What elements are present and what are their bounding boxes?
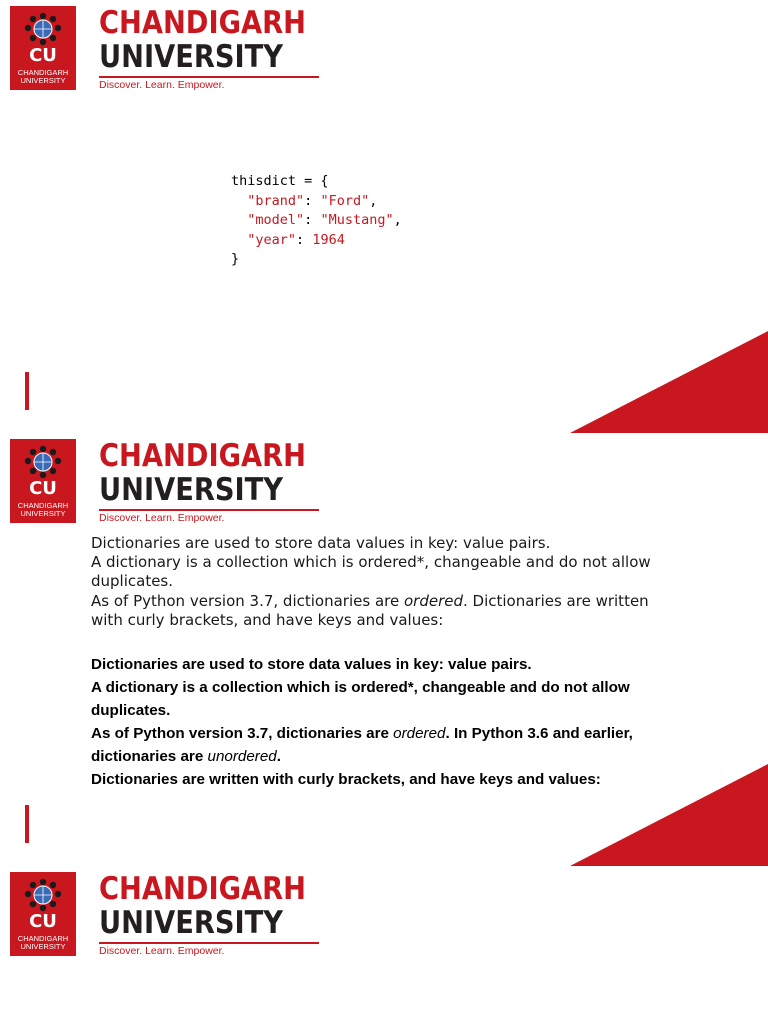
logo-subtitle: CHANDIGARH UNIVERSITY: [17, 68, 69, 85]
brand-name-line2: UNIVERSITY: [99, 472, 284, 508]
brand-divider: [99, 509, 319, 511]
brand-tagline: Discover. Learn. Empower.: [99, 945, 225, 957]
brand-name-line1: CHANDIGARH: [99, 438, 306, 474]
intro-paragraph: [91, 534, 671, 630]
brand-name-line2: UNIVERSITY: [99, 39, 284, 75]
code-block: thisdict = { "brand": "Ford", "model": "Mustang", "year": 1964 }: [231, 173, 402, 267]
cu-logo: [10, 439, 76, 523]
emblem-icon: [23, 878, 63, 912]
intro-line-3: As of Python version 3.7, dictionaries are ordered. Dictionaries are written with curly brackets, and have keys and values:: [91, 591, 649, 629]
slide-3: [0, 866, 768, 1024]
slide-1: [0, 0, 768, 433]
bold-line-1: Dictionaries are used to store data values in key: value pairs.: [91, 656, 532, 673]
brand-tagline: Discover. Learn. Empower.: [99, 512, 225, 524]
accent-bar: [25, 805, 29, 843]
bold-line-3: As of Python version 3.7, dictionaries are ordered. In Python 3.6 and earlier, dictionaries are unordered.: [91, 725, 633, 765]
logo-subtitle: CHANDIGARH UNIVERSITY: [17, 934, 69, 951]
logo-cu-text: CU: [29, 45, 57, 66]
brand-name-line2: UNIVERSITY: [99, 905, 284, 941]
intro-line-1: Dictionaries are used to store data values in key: value pairs.: [91, 534, 551, 552]
accent-bar: [25, 372, 29, 410]
corner-triangle: [570, 331, 768, 433]
brand-divider: [99, 942, 319, 944]
cu-logo: [10, 6, 76, 90]
corner-triangle: [570, 764, 768, 866]
intro-line-2: A dictionary is a collection which is ordered*, changeable and do not allow duplicates.: [91, 553, 651, 591]
logo-cu-text: CU: [29, 911, 57, 932]
cu-logo: [10, 872, 76, 956]
brand-name-line1: CHANDIGARH: [99, 871, 306, 907]
logo-cu-text: CU: [29, 478, 57, 499]
slide-2: [0, 433, 768, 866]
brand-divider: [99, 76, 319, 78]
logo-subtitle: CHANDIGARH UNIVERSITY: [17, 501, 69, 518]
emblem-icon: [23, 12, 63, 46]
bold-line-2: A dictionary is a collection which is ordered*, changeable and do not allow duplicates.: [91, 679, 630, 719]
bold-line-4: Dictionaries are written with curly brackets, and have keys and values:: [91, 771, 601, 788]
brand-name-line1: CHANDIGARH: [99, 5, 306, 41]
emblem-icon: [23, 445, 63, 479]
brand-tagline: Discover. Learn. Empower.: [99, 79, 225, 91]
